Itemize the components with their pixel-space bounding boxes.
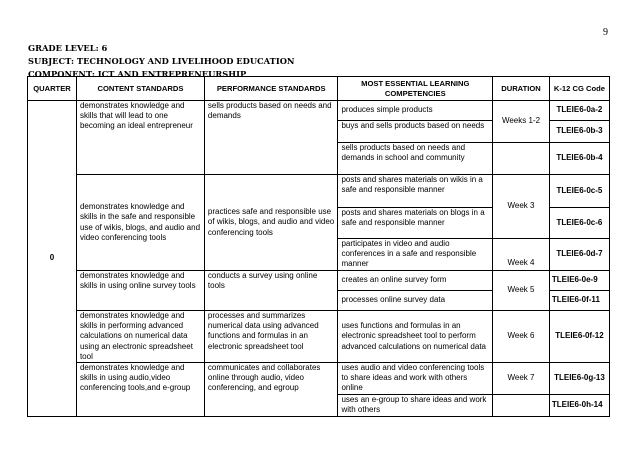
- duration-cell: Week 6: [493, 311, 550, 363]
- header-code: K-12 CG Code: [549, 77, 609, 101]
- performance-standard-cell: processes and summarizes numerical data using advanced functions and formulas in an electronic spreadsheet tool: [204, 311, 338, 363]
- content-standard-cell: demonstrates knowledge and skills in using audio,video conferencing tools,and e-group: [76, 363, 204, 417]
- competency-cell: creates an online survey form: [338, 271, 493, 291]
- quarter-cell: 0: [28, 101, 77, 417]
- grade-level-heading: GRADE LEVEL: 6: [28, 43, 108, 53]
- content-standard-cell: demonstrates knowledge and skills in the safe and responsible use of wikis, blogs, and audio and video conferencing tools: [76, 175, 204, 271]
- code-cell: TLEIE6-0b-4: [549, 143, 609, 175]
- performance-standard-cell: communicates and collaborates online through audio, video conferencing, and egroup: [204, 363, 338, 417]
- duration-cell: Week 4: [493, 239, 550, 271]
- code-cell: TLEIE6-0c-5: [549, 175, 609, 208]
- table-row: [28, 101, 610, 121]
- component-heading: COMPONENT: ICT AND ENTREPRENEURSHIP: [28, 69, 247, 79]
- competency-cell: buys and sells products based on needs: [338, 121, 493, 143]
- competency-cell: uses an e-group to share ideas and work with others: [338, 395, 493, 417]
- duration-cell: Week 5: [493, 271, 550, 311]
- table-row: [28, 363, 610, 395]
- content-standard-cell: demonstrates knowledge and skills that will lead to one becoming an ideal entrepreneur: [76, 101, 204, 175]
- code-cell: TLEIE6-0c-6: [549, 208, 609, 239]
- duration-cell-empty: [493, 395, 550, 417]
- header-quarter: QUARTER: [28, 77, 77, 101]
- page-number: 9: [603, 27, 608, 38]
- code-cell: TLEIE6-0f-11: [549, 291, 609, 311]
- header-content-standards: CONTENT STANDARDS: [76, 77, 204, 101]
- table-row: [28, 311, 610, 363]
- code-cell: TLEIE6-0a-2: [549, 101, 609, 121]
- performance-standard-cell: practices safe and responsible use of wikis, blogs, and audio and video conferencing tools: [204, 175, 338, 271]
- competency-cell: uses audio and video conferencing tools to share ideas and work with others online: [338, 363, 493, 395]
- code-cell: TLEIE6-0h-14: [549, 395, 609, 417]
- competency-cell: posts and shares materials on blogs in a safe and responsible manner: [338, 208, 493, 239]
- curriculum-table: [27, 76, 610, 417]
- duration-cell: Week 3: [493, 175, 550, 239]
- performance-standard-cell: conducts a survey using online tools: [204, 271, 338, 311]
- table-header-row: [28, 77, 610, 101]
- table-row: [28, 271, 610, 291]
- performance-standard-cell: sells products based on needs and demands: [204, 101, 338, 175]
- competency-cell: sells products based on needs and demands in school and community: [338, 143, 493, 175]
- duration-cell-empty: [493, 143, 550, 175]
- duration-cell: Week 7: [493, 363, 550, 395]
- code-cell: TLEIE6-0e-9: [549, 271, 609, 291]
- table-row: [28, 175, 610, 208]
- content-standard-cell: demonstrates knowledge and skills in performing advanced calculations on numerical data using an electronic spreadsheet tool: [76, 311, 204, 363]
- header-duration: DURATION: [493, 77, 550, 101]
- competency-cell: uses functions and formulas in an electronic spreadsheet tool to perform advanced calculations on numerical data: [338, 311, 493, 363]
- competency-cell: processes online survey data: [338, 291, 493, 311]
- competency-cell: posts and shares materials on wikis in a safe and responsible manner: [338, 175, 493, 208]
- subject-heading: SUBJECT: TECHNOLOGY AND LIVELIHOOD EDUCATION: [28, 56, 295, 66]
- header-performance-standards: PERFORMANCE STANDARDS: [204, 77, 338, 101]
- header-competencies: MOST ESSENTIAL LEARNING COMPETENCIES: [338, 77, 493, 101]
- code-cell: TLEIE6-0f-12: [549, 311, 609, 363]
- code-cell: TLEIE6-0b-3: [549, 121, 609, 143]
- competency-cell: produces simple products: [338, 101, 493, 121]
- duration-cell: Weeks 1-2: [493, 101, 550, 143]
- code-cell: TLEIE6-0g-13: [549, 363, 609, 395]
- content-standard-cell: demonstrates knowledge and skills in using online survey tools: [76, 271, 204, 311]
- competency-cell: participates in video and audio conferences in a safe and responsible manner: [338, 239, 493, 271]
- code-cell: TLEIE6-0d-7: [549, 239, 609, 271]
